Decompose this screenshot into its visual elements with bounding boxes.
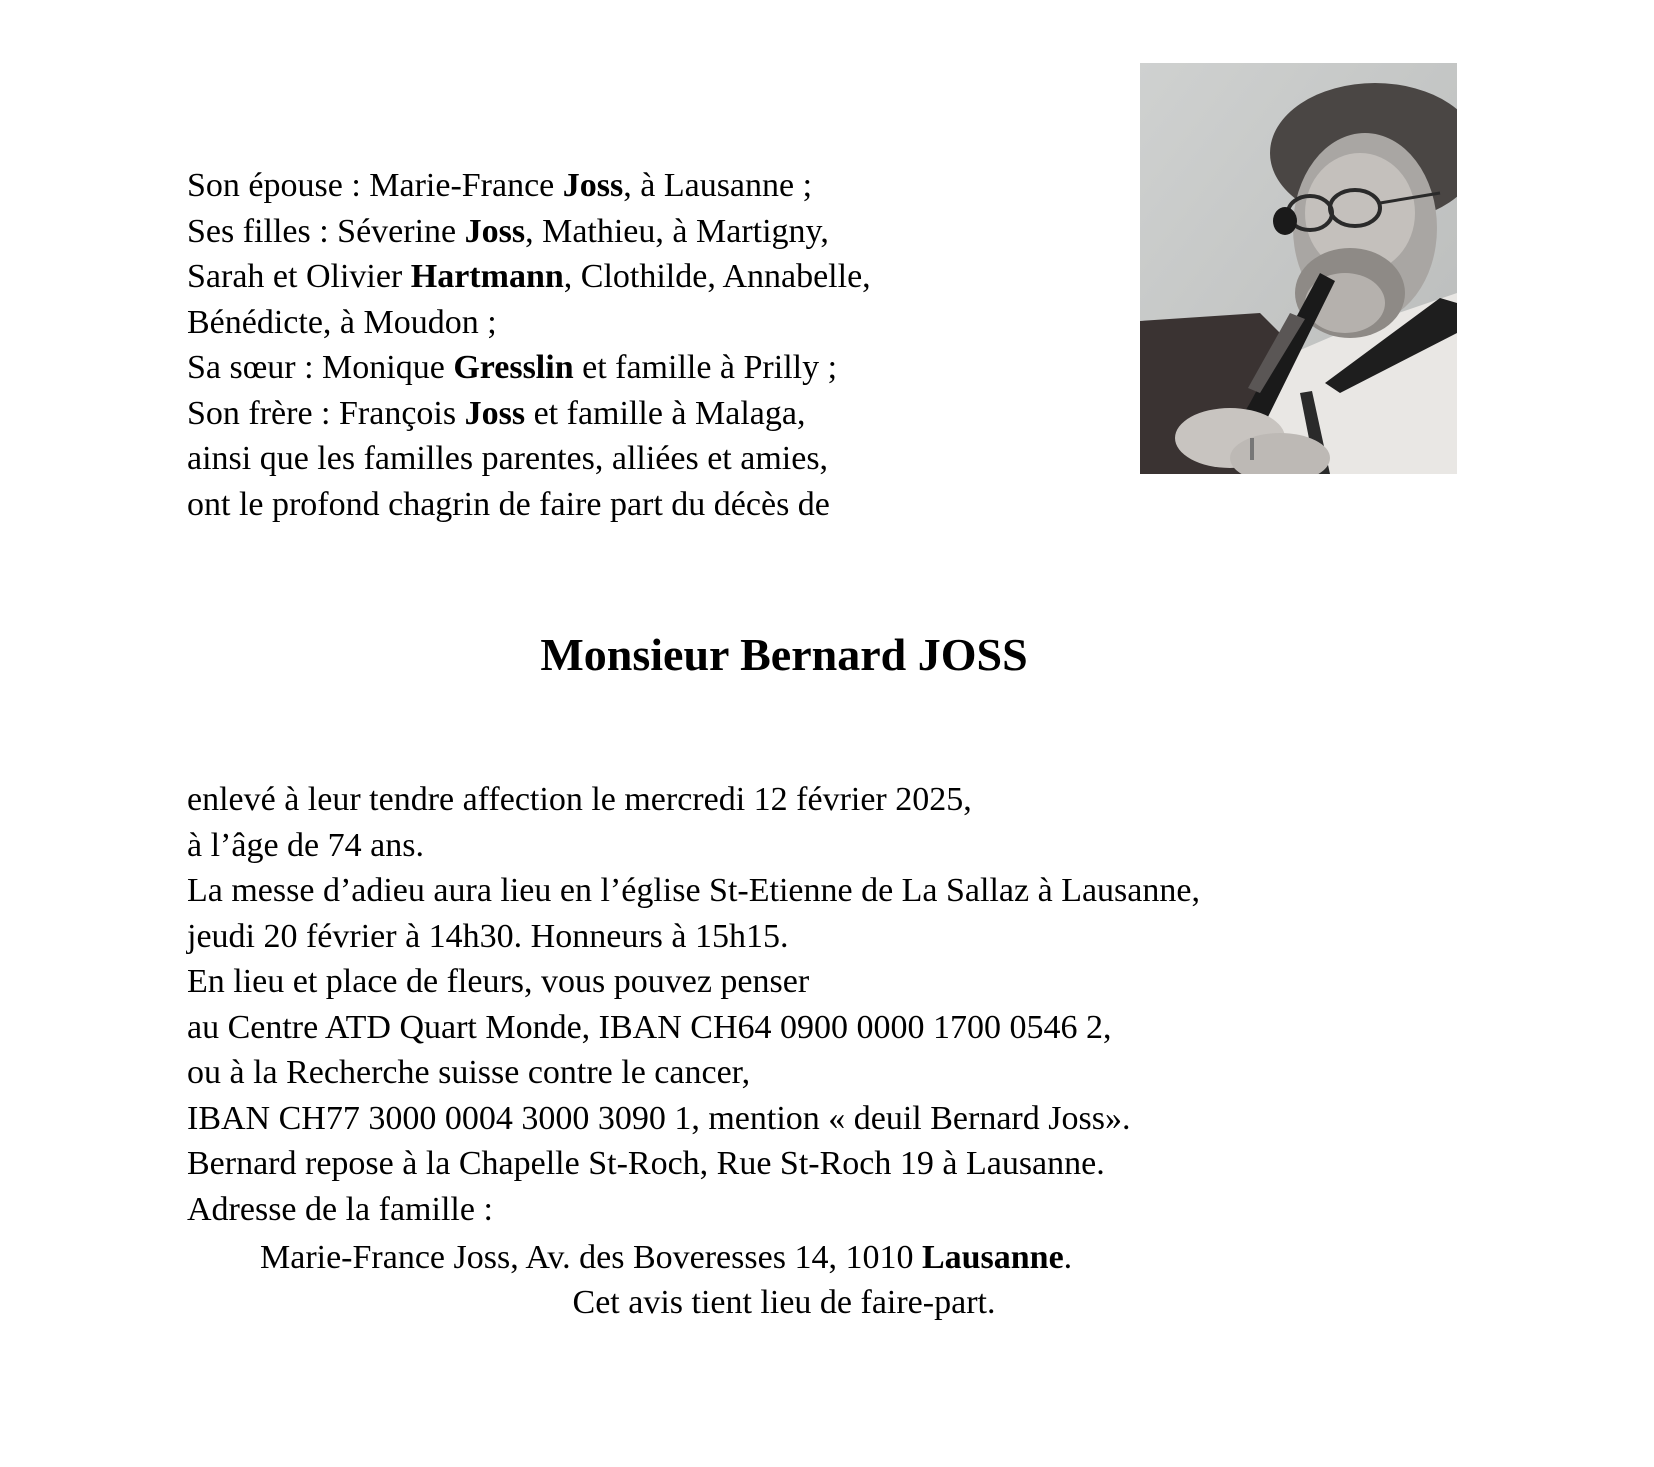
family-surname: Hartmann (410, 258, 564, 295)
family-line-text: , à Lausanne ; (623, 167, 813, 204)
family-line-text: ont le profond chagrin de faire part du décès de (187, 485, 830, 523)
family-line (187, 436, 871, 482)
family-surname: Joss (464, 394, 526, 432)
family-line (187, 482, 871, 528)
address-city: Lausanne (921, 1239, 1064, 1276)
family-line-text: Son épouse : Marie-France (187, 167, 563, 204)
detail-line: enlevé à leur tendre affection le mercredi 12 février 2025, (187, 781, 972, 818)
family-line-text: , Mathieu, à Martigny, (525, 212, 829, 250)
detail-line: En lieu et place de fleurs, vous pouvez penser (187, 963, 810, 1000)
detail-line: ou à la Recherche suisse contre le cancer, (187, 1054, 751, 1091)
family-line-text: Ses filles : Séverine (187, 212, 465, 250)
family-line-text: , Clothilde, Annabelle, (563, 258, 871, 295)
family-surname: Gresslin (453, 349, 574, 386)
detail-line: La messe d’adieu aura lieu en l’église St-Etienne de La Sallaz à Lausanne, (187, 872, 1200, 909)
detail-line: à l’âge de 74 ans. (187, 826, 424, 864)
closing-note: Cet avis tient lieu de faire-part. (572, 1284, 996, 1321)
family-line (187, 300, 871, 346)
family-line-text: Son frère : François (187, 394, 465, 432)
family-line (187, 163, 871, 209)
address-text: . (1063, 1239, 1073, 1276)
detail-line: jeudi 20 février à 14h30. Honneurs à 15h15. (187, 917, 789, 955)
family-address (260, 1235, 1072, 1281)
address-text: Marie-France Joss, Av. des Boveresses 14, 1010 (260, 1239, 922, 1276)
portrait-photo (1140, 63, 1457, 474)
family-line (187, 391, 871, 437)
family-line-text: et famille à Malaga, (525, 394, 806, 432)
family-line (187, 209, 871, 255)
family-line-text: Bénédicte, à Moudon ; (187, 303, 497, 341)
detail-line: Bernard repose à la Chapelle St-Roch, Rue St-Roch 19 à Lausanne. (187, 1145, 1105, 1182)
detail-line: au Centre ATD Quart Monde, IBAN CH64 0900 0000 1700 0546 2, (187, 1008, 1112, 1046)
deceased-name-title: Monsieur Bernard JOSS (540, 629, 1028, 680)
family-line (187, 345, 871, 391)
family-line-text: et famille à Prilly ; (573, 349, 838, 386)
detail-line: IBAN CH77 3000 0004 3000 3090 1, mention « deuil Bernard Joss». (187, 1099, 1131, 1137)
family-surname: Joss (464, 212, 526, 250)
family-members-block (187, 163, 871, 527)
family-line-text: ainsi que les familles parentes, alliées et amies, (187, 440, 829, 477)
family-line-text: Sa sœur : Monique (187, 349, 454, 386)
portrait-photo-icon (1140, 63, 1457, 474)
family-line-text: Sarah et Olivier (187, 258, 411, 295)
family-surname: Joss (562, 167, 624, 204)
family-line (187, 254, 871, 300)
detail-line: Adresse de la famille : (187, 1190, 493, 1228)
funeral-details-block (187, 777, 1200, 1232)
